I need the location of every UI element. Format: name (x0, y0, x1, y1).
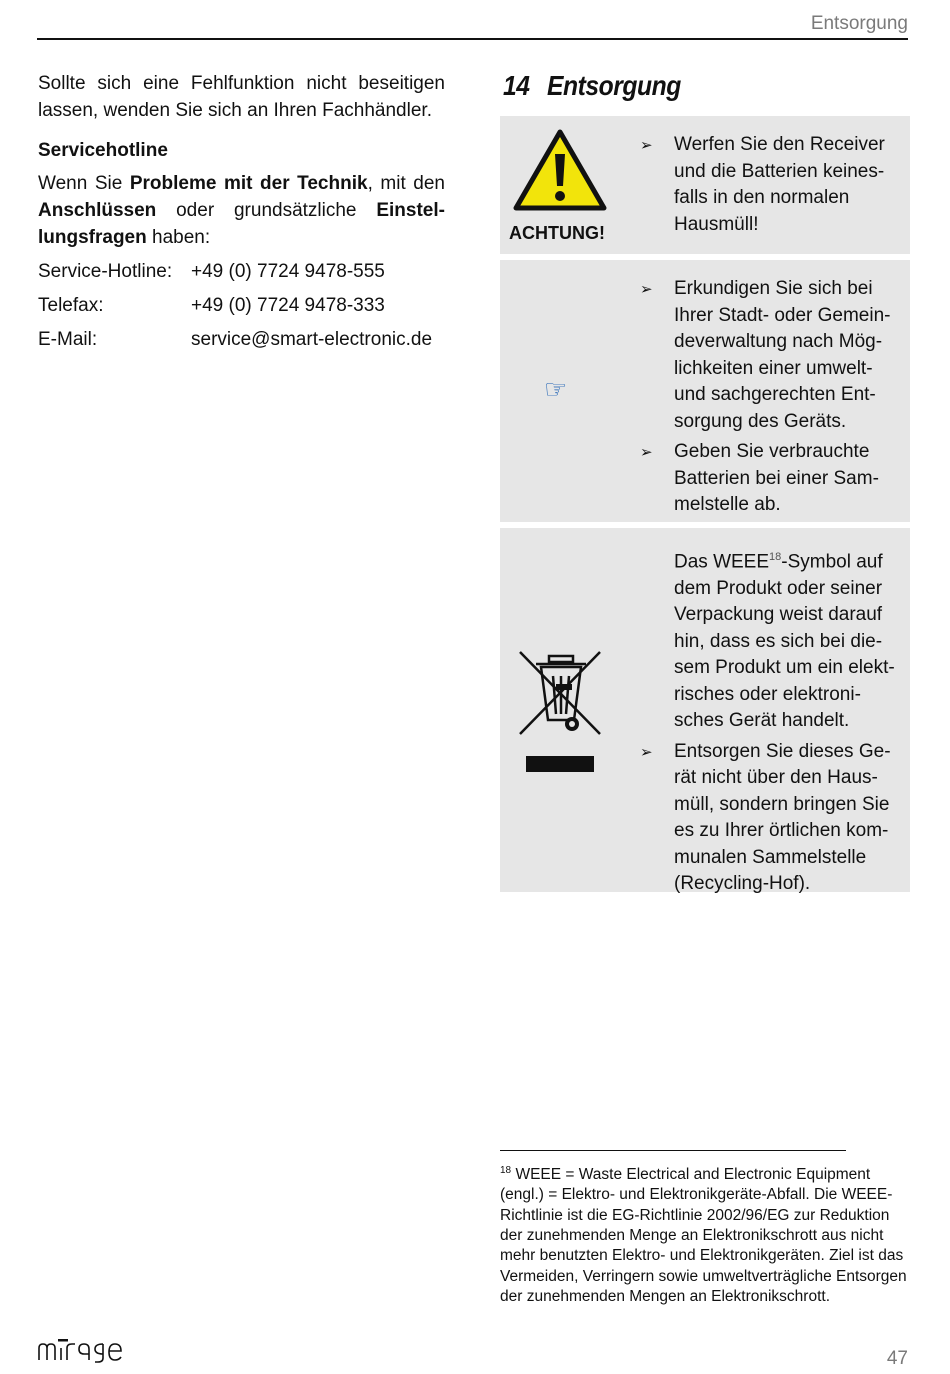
service-paragraph: Wenn Sie Probleme mit der Technik, mit den Anschlüssen oder grundsätzliche Einstellungsfragen haben: (38, 173, 445, 248)
footnote-rule (500, 1150, 846, 1151)
hint-box-icon-cell (500, 260, 630, 522)
footnote-reference: 18 (769, 551, 782, 563)
page-number: 47 (886, 1348, 908, 1369)
bullet-item: ➢ Geben Sie verbrauchte Batterien bei einer Sammelstelle ab. (640, 439, 902, 519)
weee-paragraph: Das WEEE$^{18}$-Symbol auf dem Produkt oder seiner Verpackung weist darauf hin, dass es sich bei diesem Produkt um ein elektrisches oder elektronisches Gerät handelt. (674, 551, 895, 732)
warning-box-icon-cell (500, 116, 630, 254)
section-heading (503, 70, 681, 102)
weee-box-icon-cell (500, 528, 630, 892)
section-title: Entsorgung (547, 70, 681, 101)
contact-label: E-Mail: (38, 329, 98, 350)
warning-triangle-icon (512, 128, 608, 217)
running-header: Entsorgung (810, 13, 908, 34)
bullet-item: ➢ Werfen Sie den Receiver und die Batterien keinesfalls in den normalen Hausmüll! (640, 132, 902, 238)
crossed-out-bin-icon (516, 648, 606, 783)
contact-label: Telefax: (38, 295, 104, 316)
intro-paragraph: Sollte sich eine Fehlfunktion nicht beseitigen lassen, wenden Sie sich an Ihren Fachhändler. (38, 73, 445, 121)
achtung-label: ACHTUNG! (509, 223, 605, 243)
contact-value: +49 (0) 7724 9478-333 (191, 295, 385, 316)
arrow-bullet-icon: ➢ (640, 281, 653, 298)
weee-box-text (640, 544, 902, 902)
contact-label: Service-Hotline: (38, 261, 173, 282)
arrow-bullet-icon: ➢ (640, 137, 653, 154)
contact-value: +49 (0) 7724 9478-555 (191, 261, 385, 282)
servicehotline-heading: Servicehotline (38, 140, 168, 161)
warning-box-text (640, 132, 902, 242)
footnote-number: 18 (500, 1165, 512, 1176)
contact-row-hotline (38, 258, 445, 285)
footnote (500, 1161, 912, 1307)
warning-box (500, 116, 910, 254)
section-number: 14 (503, 70, 530, 101)
bullet-item: ➢ Entsorgen Sie dieses Gerät nicht über den Hausmüll, sondern bringen Sie es zu Ihrer örtlichen kommunalen Sammelstelle (Recycling-Hof). (640, 739, 902, 898)
pointing-hand-icon: ☞ (544, 374, 568, 404)
hint-box (500, 260, 910, 522)
hint-box-text (640, 276, 902, 523)
contact-row-email (38, 326, 445, 353)
mirage-logo (37, 1338, 123, 1369)
weee-box (500, 528, 910, 895)
contact-value: service@smart-electronic.de (191, 329, 433, 350)
bullet-item: ➢ Erkundigen Sie sich bei Ihrer Stadt- oder Gemeindeverwaltung nach Möglichkeiten einer umwelt- und sachgerechten Entsorgung des Geräts. (640, 276, 902, 435)
left-column (38, 70, 445, 353)
header-rule (37, 38, 908, 40)
contact-row-telefax (38, 292, 445, 319)
footnote-text: WEEE = Waste Electrical and Electronic Equipment (engl.) = Elektro- und Elektronikgeräte-Abfall. Die WEEE-Richtlinie ist die EG-Richtlinie 2002/96/EG zur Reduktion der zunehmenden Menge an Elektronikschrott aus nicht mehr benutzten Elektro- und Elektronikgeräten. Ziel ist das Vermeiden, Verringern sowie umweltverträgliche Entsorgen der zunehmenden Mengen an Elektronikschrott. (500, 1166, 907, 1305)
arrow-bullet-icon: ➢ (640, 743, 653, 761)
arrow-bullet-icon: ➢ (640, 444, 653, 461)
